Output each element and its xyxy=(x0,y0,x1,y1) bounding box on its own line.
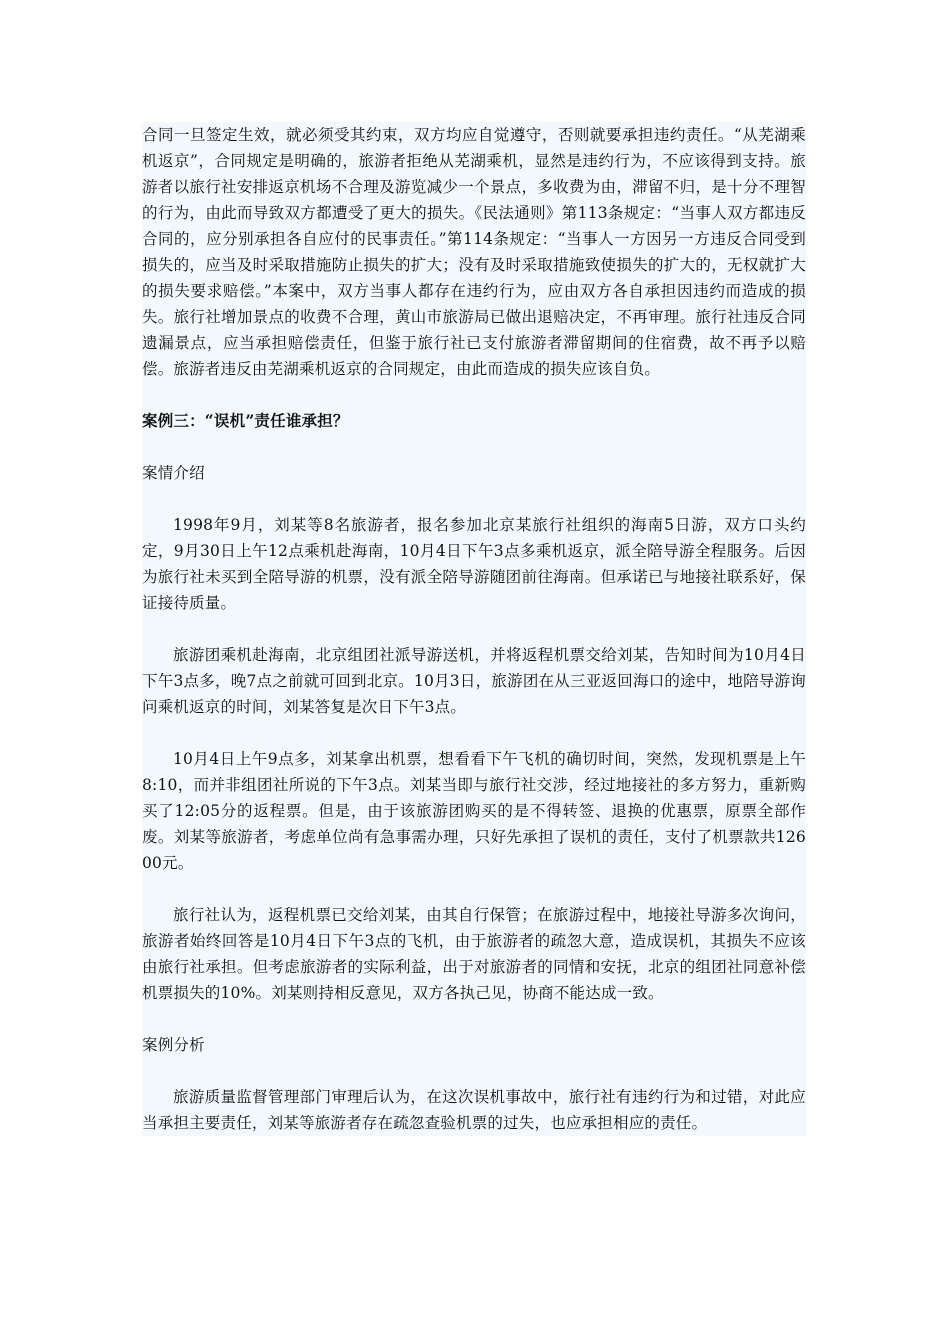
spacer xyxy=(142,434,806,460)
spacer xyxy=(142,876,806,902)
paragraph-missed-flight: 10月4日上午9点多，刘某拿出机票，想看看下午飞机的确切时间，突然，发现机票是上午8:10，而并非组团社所说的下午3点。刘某当即与旅行社交涉，经过地接社的多方努力，重新购买了12:05分的返程票。但是，由于该旅游团购买的是不得转签、退换的优惠票，原票全部作废。刘某等旅游者，考虑单位尚有急事需办理，只好先承担了误机的责任，支付了机票款共12600元。 xyxy=(142,750,806,872)
paragraph-case-background: 1998年9月，刘某等8名旅游者，报名参加北京某旅行社组织的海南5日游，双方口头约定，9月30日上午12点乘机赴海南，10月4日下午3点多乘机返京，派全陪导游全程服务。后因为旅行社未买到全陪导游的机票，没有派全陪导游随团前往海南。但承诺已与地接社联系好，保证接待质量。 xyxy=(142,516,806,612)
case-intro-label: 案情介绍 xyxy=(142,464,205,482)
spacer xyxy=(142,720,806,746)
spacer xyxy=(142,382,806,408)
spacer xyxy=(142,1058,806,1084)
paragraph-ticket-handover: 旅游团乘机赴海南，北京组团社派导游送机，并将返程机票交给刘某，告知时间为10月4日下午3点多，晚7点之前就可回到北京。10月3日，旅游团在从三亚返回海口的途中，地陪导游询问乘机返京的时间，刘某答复是次日下午3点。 xyxy=(142,646,806,716)
spacer xyxy=(142,616,806,642)
spacer xyxy=(142,486,806,512)
case-analysis-label: 案例分析 xyxy=(142,1036,205,1054)
case-three-title: 案例三：“误机”责任谁承担？ xyxy=(142,411,349,430)
paragraph-agency-position: 旅行社认为，返程机票已交给刘某，由其自行保管；在旅游过程中，地接社导游多次询问，旅游者始终回答是10月4日下午3点的飞机，由于旅游者的疏忽大意，造成误机，其损失不应该由旅行社承担。但考虑旅游者的实际利益，出于对旅游者的同情和安抚，北京的组团社同意补偿机票损失的10%。刘某则持相反意见，双方各执己见，协商不能达成一致。 xyxy=(142,906,806,1002)
spacer xyxy=(142,1006,806,1032)
paragraph-ruling: 旅游质量监督管理部门审理后认为，在这次误机事故中，旅行社有违约行为和过错，对此应当承担主要责任，刘某等旅游者存在疏忽查验机票的过失，也应承担相应的责任。 xyxy=(142,1088,806,1132)
paragraph-contract-analysis: 合同一旦签定生效，就必须受其约束，双方均应自觉遵守，否则就要承担违约责任。“从芜湖乘机返京”，合同规定是明确的，旅游者拒绝从芜湖乘机，显然是违约行为，不应该得到支持。旅游者以旅行社安排返京机场不合理及游览减少一个景点，多收费为由，滞留不归，是十分不理智的行为，由此而导致双方都遭受了更大的损失。《民法通则》第113条规定：“当事人双方都违反合同的，应分别承担各自应付的民事责任。”第114条规定：“当事人一方因另一方违反合同受到损失的，应当及时采取措施防止损失的扩大；没有及时采取措施致使损失的扩大的，无权就扩大的损失要求赔偿。”本案中，双方当事人都存在违约行为，应由双方各自承担因违约而造成的损失。旅行社增加景点的收费不合理，黄山市旅游局已做出退赔决定，不再审理。旅行社违反合同遗漏景点，应当承担赔偿责任，但鉴于旅行社已支付旅游者滞留期间的住宿费，故不再予以赔偿。旅游者违反由芜湖乘机返京的合同规定，由此而造成的损失应该自负。 xyxy=(142,126,806,378)
document-body xyxy=(142,122,806,1136)
